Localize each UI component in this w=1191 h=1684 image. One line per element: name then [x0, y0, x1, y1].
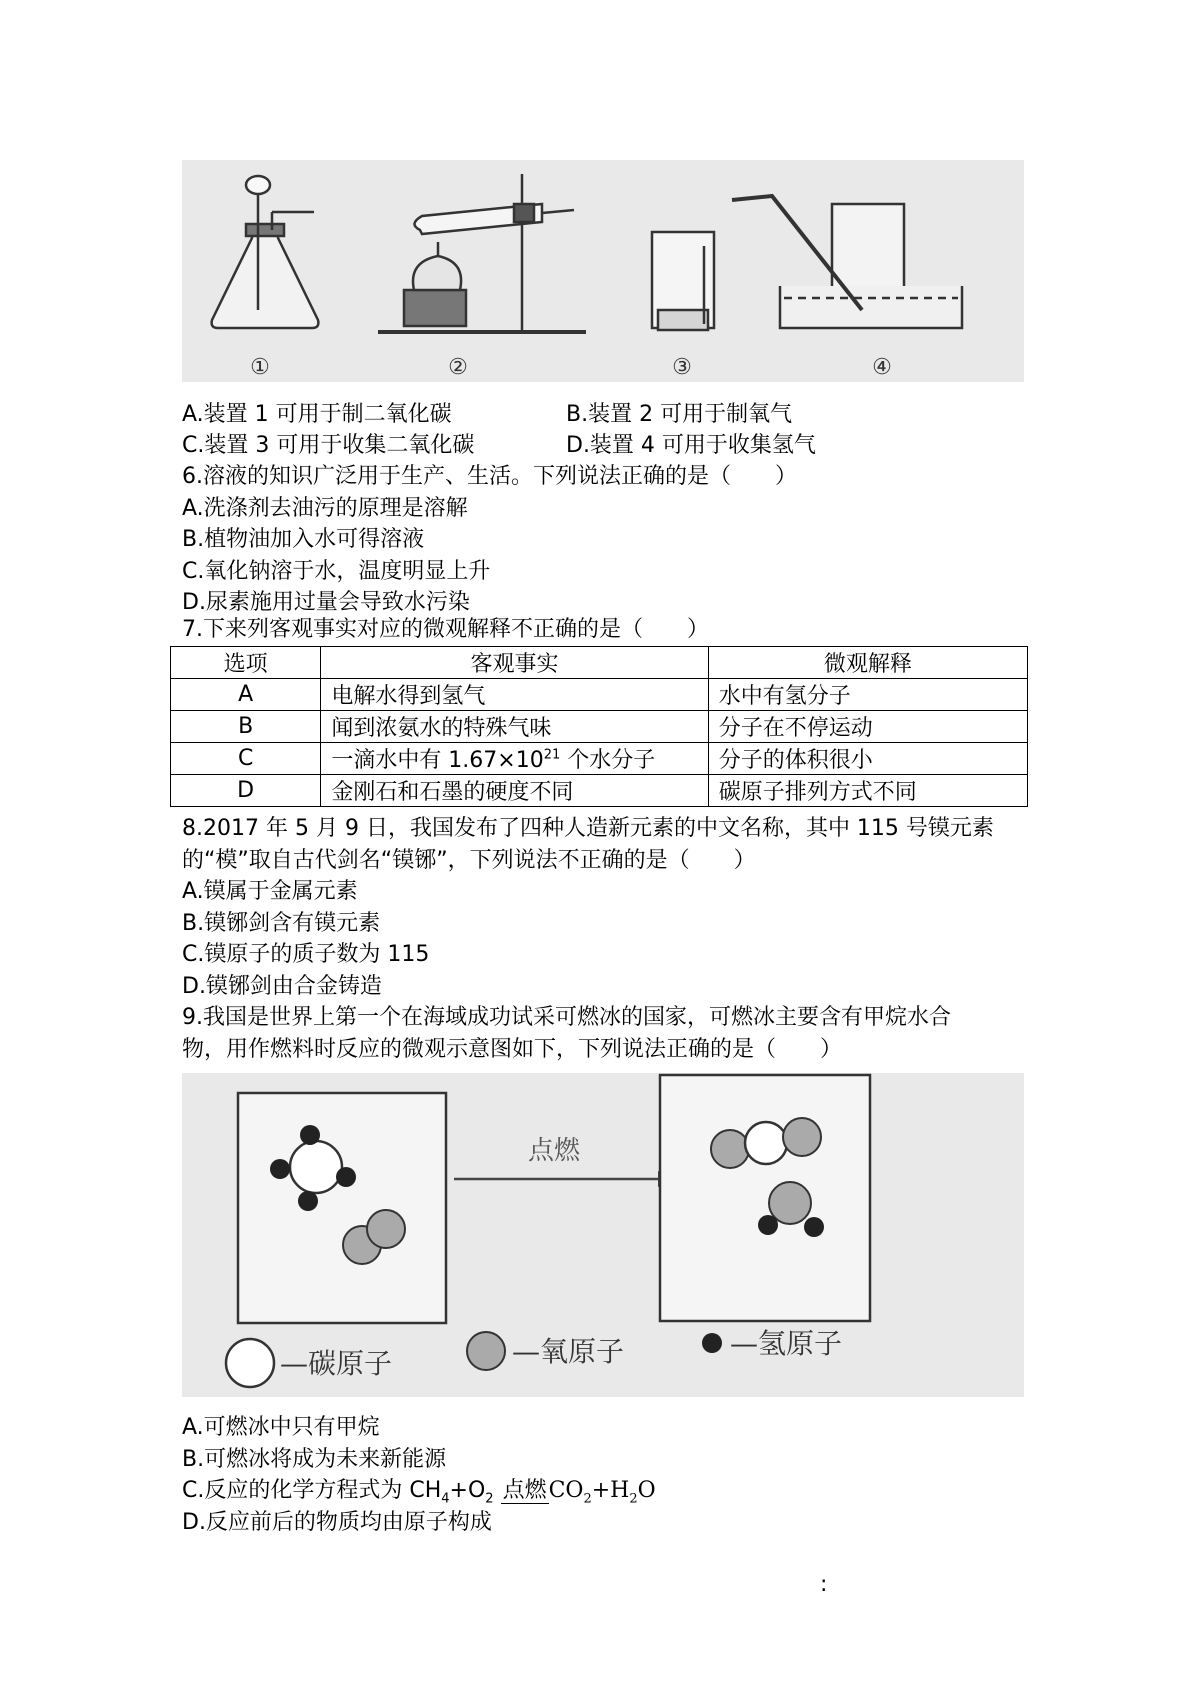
q8-option-b: B.镆铘剑含有镆元素	[182, 911, 381, 936]
table-row	[171, 743, 1028, 775]
table-row	[171, 679, 1028, 711]
sub-4: 4	[441, 1491, 450, 1507]
q7-table	[170, 646, 1028, 807]
legend-carbon-label: —碳原子	[280, 1347, 393, 1380]
fact-text-end: 个水分子	[560, 748, 656, 773]
q8-option-c: C.镆原子的质子数为 115	[182, 942, 430, 967]
fig-label-3: ③	[672, 355, 692, 380]
sub-2: 2	[485, 1491, 494, 1507]
fig-label-2: ②	[448, 355, 468, 380]
header-explanation: 微观解释	[708, 647, 1027, 679]
q9-option-a: A.可燃冰中只有甲烷	[182, 1415, 380, 1440]
reaction-condition: 点燃	[502, 1478, 547, 1503]
legend-hydrogen-icon	[702, 1333, 722, 1353]
q6-option-d: D.尿素施用过量会导致水污染	[182, 590, 470, 615]
apparatus-3-jar	[652, 232, 714, 330]
product-box	[660, 1075, 870, 1321]
header-option: 选项	[171, 647, 321, 679]
q8-option-a: A.镆属于金属元素	[182, 879, 358, 904]
legend-oxygen-label: —氧原子	[512, 1335, 625, 1368]
product-co: CO	[548, 1478, 584, 1503]
q8-stem-line2: 的“模”取自古代剑名“镆铘”，下列说法不正确的是（ ）	[182, 848, 756, 873]
q5-option-d: D.装置 4 可用于收集氢气	[566, 433, 816, 458]
fact-exponent: 21	[543, 747, 561, 763]
sub-2c: 2	[629, 1491, 638, 1507]
row-option: C	[171, 743, 321, 775]
q6-option-b: B.植物油加入水可得溶液	[182, 527, 425, 552]
q9-stem-line2: 物，用作燃料时反应的微观示意图如下，下列说法正确的是（ ）	[182, 1037, 843, 1062]
q8-option-d: D.镆铘剑由合金铸造	[182, 974, 382, 999]
row-fact	[321, 743, 708, 775]
fig-label-1: ①	[250, 355, 270, 380]
q9-option-d: D.反应前后的物质均由原子构成	[182, 1510, 492, 1535]
row-explanation: 分子的体积很小	[708, 743, 1027, 775]
fig-label-4: ④	[872, 355, 892, 380]
sub-2b: 2	[583, 1491, 592, 1507]
reaction-figure	[182, 1073, 1024, 1397]
q5-option-c: C.装置 3 可用于收集二氧化碳	[182, 433, 475, 458]
table-header-row	[171, 647, 1028, 679]
q6-option-a: A.洗涤剂去油污的原理是溶解	[182, 496, 468, 521]
table-row	[171, 775, 1028, 807]
fact-text: 一滴水中有 1.67×10	[331, 748, 544, 773]
row-explanation: 分子在不停运动	[708, 711, 1027, 743]
q9-option-b: B.可燃冰将成为未来新能源	[182, 1447, 447, 1472]
row-explanation: 水中有氢分子	[708, 679, 1027, 711]
row-fact: 闻到浓氨水的特殊气味	[321, 711, 708, 743]
q8-stem-line1: 8.2017 年 5 月 9 日，我国发布了四种人造新元素的中文名称，其中 115 号镆元素	[182, 816, 994, 841]
product-h: +H	[591, 1478, 630, 1503]
apparatus-2-heating	[378, 174, 586, 332]
footer-mark: :	[820, 1572, 828, 1597]
q7-stem: 7.下来列客观事实对应的微观解释不正确的是（ ）	[182, 617, 709, 642]
row-fact: 电解水得到氢气	[321, 679, 708, 711]
q5-option-b: B.装置 2 可用于制氧气	[566, 402, 793, 427]
q6-stem: 6.溶液的知识广泛用于生产、生活。下列说法正确的是（ ）	[182, 464, 797, 489]
row-option: A	[171, 679, 321, 711]
legend-carbon-icon	[226, 1339, 274, 1387]
apparatus-4-trough	[732, 196, 962, 328]
row-option: B	[171, 711, 321, 743]
apparatus-1-flask	[212, 176, 319, 328]
legend-hydrogen-label: —氢原子	[730, 1327, 843, 1360]
row-option: D	[171, 775, 321, 807]
q9-stem-line1: 9.我国是世界上第一个在海域成功试采可燃冰的国家，可燃冰主要含有甲烷水合	[182, 1005, 951, 1030]
legend-oxygen-icon	[467, 1332, 505, 1370]
row-fact: 金刚石和石墨的硬度不同	[321, 775, 708, 807]
option-c-text: C.反应的化学方程式为 CH	[182, 1478, 442, 1503]
header-fact: 客观事实	[321, 647, 708, 679]
table-row	[171, 711, 1028, 743]
q6-option-c: C.氧化钠溶于水，温度明显上升	[182, 559, 491, 584]
reactant-box	[238, 1093, 446, 1323]
row-explanation: 碳原子排列方式不同	[708, 775, 1027, 807]
q5-option-a: A.装置 1 可用于制二氧化碳	[182, 402, 452, 427]
product-o: O	[637, 1478, 656, 1503]
apparatus-figure	[182, 160, 1024, 382]
option-c-o2: +O	[449, 1478, 486, 1503]
arrow-label: 点燃	[527, 1136, 581, 1166]
legend	[226, 1327, 842, 1387]
